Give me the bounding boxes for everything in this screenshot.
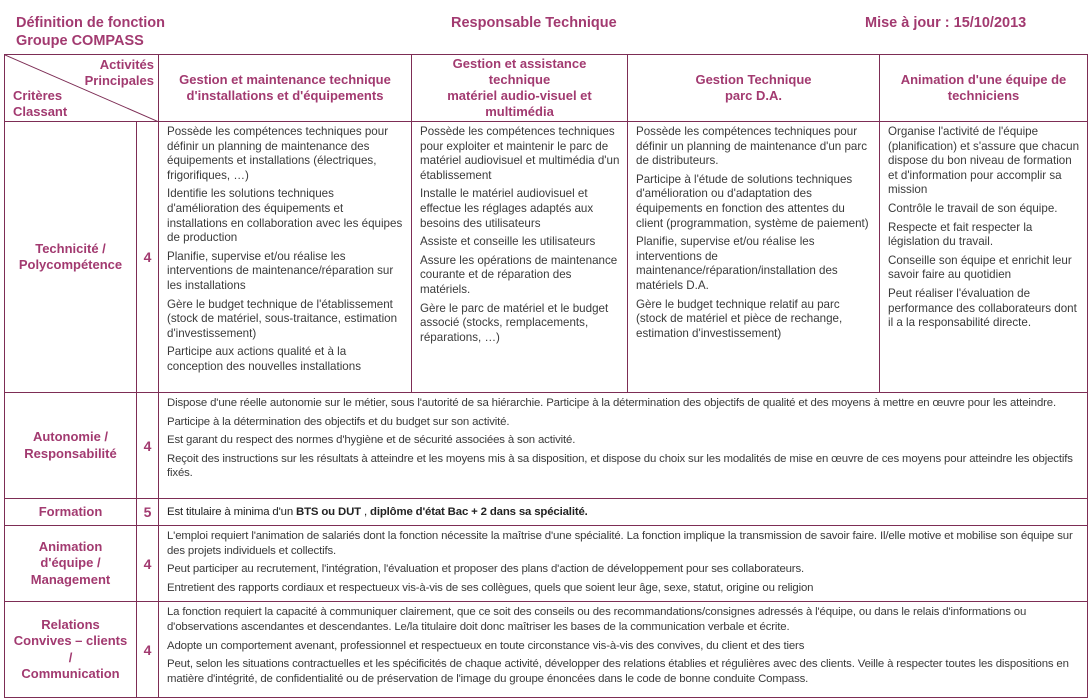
criterion-label: Technicité / Polycompétence (5, 122, 137, 393)
activity-cell: Possède les compétences techniques pour exploiter et maintenir le parc de matériel audiovisuel et multimédia d'un établissement Installe le matériel audiovisuel et effectue les réglages adaptés aux besoins des utilisateurs Assiste et conseille les utilisateurs Assure les opérations de maintenance courante et de réparation des matériels. Gère le parc de matériel et le budget associé (stocks, remplacements, réparations, …) (412, 122, 628, 393)
column-header: Gestion et maintenance technique d'installations et d'équipements (159, 55, 412, 122)
column-header: Gestion Technique parc D.A. (628, 55, 880, 122)
criterion-description: Est titulaire à minima d'un BTS ou DUT , diplôme d'état Bac + 2 dans sa spécialité. (159, 499, 1088, 526)
criterion-description: Dispose d'une réelle autonomie sur le métier, sous l'autorité de sa hiérarchie. Participe à la détermination des objectifs de qualité et des moyens à mettre en œuvre pour les atteindre. Participe à la détermination des objectifs et du budget sur son activité. Est garant du respect des normes d'hygiène et de sécurité associées à son activité. Reçoit des instructions sur les résultats à atteindre et les moyens mis à sa disposition, et dispose du choix sur les modalités de mise en œuvre de ces moyens pour atteindre les objectifs fixés. (159, 393, 1088, 499)
criterion-score: 4 (137, 393, 159, 499)
row-relations (5, 602, 1088, 698)
job-title: Responsable Technique (451, 15, 617, 31)
corner-cell (5, 55, 159, 122)
criterion-score: 4 (137, 526, 159, 602)
doc-title-line: Définition de fonction (16, 15, 166, 31)
activity-cell: Possède les compétences techniques pour définir un planning de maintenance d'un parc de distributeurs. Participe à l'étude de solutions techniques d'amélioration ou d'adaptation des équipements en fonction des attentes du client (programmation, système de paiement) Planifie, supervise et/ou réalise les interventions de maintenance/réparation/installation des matériels D.A. Gère le budget technique relatif au parc (stock de matériel et pièce de rechange, estimation d'investissement) (628, 122, 880, 393)
criterion-description: L'emploi requiert l'animation de salariés dont la fonction nécessite la maîtrise d'une spécialité. La fonction implique la transmission de savoir faire. Il/elle motive et mobilise son équipe sur des projets individuels et collectifs. Peut participer au recrutement, l'intégration, l'évaluation et proposer des plans d'action de développement pour ses collaborateurs. Entretient des rapports cordiaux et respectueux vis-à-vis de ses collègues, quels que soient leur âge, sexe, statut, origine ou religion (159, 526, 1088, 602)
criterion-label: Relations Convives – clients / Communication (5, 602, 137, 698)
activity-cell: Organise l'activité de l'équipe (planification) et s'assure que chacun dispose du bon niveau de formation et d'information pour accomplir sa mission Contrôle le travail de son équipe. Respecte et fait respecter la législation du travail. Conseille son équipe et enrichit leur savoir faire au quotidien Peut réaliser l'évaluation de performance des collaborateurs dont il a la responsabilité directe. (880, 122, 1088, 393)
row-technicite (5, 122, 1088, 393)
company-name: Groupe COMPASS (16, 33, 144, 49)
row-formation (5, 499, 1088, 526)
document-title (16, 14, 165, 50)
row-animation (5, 526, 1088, 602)
criteria-label: Critères Classant (13, 88, 68, 119)
criterion-score: 5 (137, 499, 159, 526)
function-table (4, 54, 1088, 698)
row-autonomie (5, 393, 1088, 499)
header-row (5, 55, 1088, 122)
activity-cell: Possède les compétences techniques pour définir un planning de maintenance des équipements et installations (électriques, frigorifiques, …) Identifie les solutions techniques d'amélioration des équipements et installations en collaboration avec les équipes de production Planifie, supervise et/ou réalise les interventions de maintenance/réparation sur les installations Gère le budget technique de l'établissement (stock de matériel, sous-traitance, estimation d'investissement) Participe aux actions qualité et à la conception des nouvelles installations (159, 122, 412, 393)
criterion-score: 4 (137, 122, 159, 393)
column-header: Gestion et assistance technique matériel audio-visuel et multimédia (412, 55, 628, 122)
criterion-score: 4 (137, 602, 159, 698)
criterion-label: Autonomie / Responsabilité (5, 393, 137, 499)
criterion-label: Formation (5, 499, 137, 526)
column-header: Animation d'une équipe de techniciens (880, 55, 1088, 122)
update-date: Mise à jour : 15/10/2013 (865, 15, 1027, 31)
activities-label: Activités Principales (84, 57, 154, 88)
criterion-description: La fonction requiert la capacité à communiquer clairement, que ce soit des conseils ou des recommandations/consignes adressés à l'équipe, ou dans le relais d'informations ou d'observations ascendantes et descendantes. Le/la titulaire doit donc maîtriser les bases de la communication verbale et écrite. Adopte un comportement avenant, professionnel et respectueux en toute circonstance vis-à-vis des convives, du client et des tiers Peut, selon les situations contractuelles et les spécificités de chaque activité, développer des relations établies et régulières avec des clients. Veille à respecter toutes les dispositions en matière d'intégrité, de confidentialité ou de préservation de l'image du groupe énoncées dans le code de bonne conduite Compass. (159, 602, 1088, 698)
criterion-label: Animation d'équipe / Management (5, 526, 137, 602)
